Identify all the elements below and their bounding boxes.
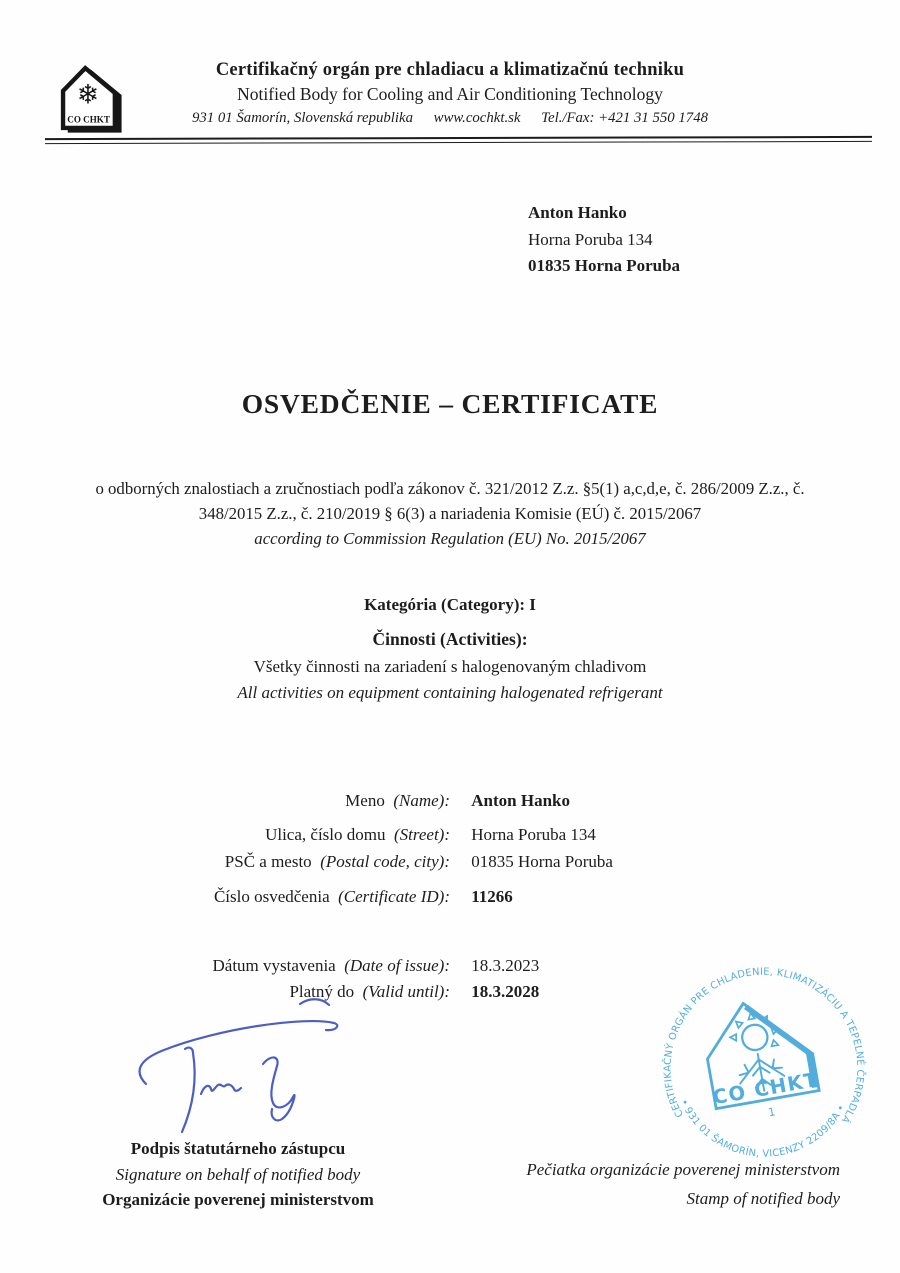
field-label: Ulica, číslo domu (Street): [265, 825, 450, 844]
org-name-sk: Certifikačný orgán pre chladiacu a klimatizačnú techniku [215, 60, 685, 80]
signature-stroke [201, 1085, 241, 1094]
stamp-emblem [698, 993, 824, 1129]
signature-stroke [140, 1021, 338, 1084]
stamp-ring-top-text: CERTIFIKAČNÝ ORGÁN PRE CHLADENIE, KLIMATIZÁCIU A TEPELNÉ ČERPADLÁ [662, 966, 866, 1125]
recipient-name: Anton Hanko [528, 203, 627, 222]
signature-caption-sk: Podpis štatutárneho zástupcu [130, 1139, 346, 1158]
field-label: Číslo osvedčenia (Certificate ID): [213, 887, 450, 906]
header-divider [45, 136, 872, 144]
field-value: 01835 Horna Poruba [471, 852, 613, 871]
notified-body-stamp [648, 952, 880, 1184]
field-value: 11266 [471, 887, 513, 906]
org-website: www.cochkt.sk [433, 110, 521, 126]
field-row-postal-city [0, 851, 900, 873]
signature-caption-en: Signature on behalf of notified body [115, 1164, 361, 1184]
signature-caption [56, 1136, 420, 1213]
handwritten-signature [122, 996, 400, 1138]
org-telfax: Tel./Fax: +421 31 550 1748 [541, 110, 708, 126]
signature-stroke [182, 1048, 195, 1132]
header [170, 60, 730, 127]
logo-text: CO CHKT [67, 114, 110, 125]
recipient-street: Horna Poruba 134 [528, 229, 653, 249]
snowflake-icon: ❄ [76, 79, 100, 111]
org-address: 931 01 Šamorín, Slovenská republika [192, 110, 413, 126]
org-name-en: Notified Body for Cooling and Air Conditioning Technology [237, 84, 663, 104]
recipient-city: 01835 Horna Poruba [528, 256, 681, 275]
subject-line-2: 348/2015 Z.z., č. 210/2019 § 6(3) a nariadenia Komisie (EÚ) č. 2015/2067 [198, 504, 702, 523]
field-row-certificate-id [0, 886, 900, 908]
signature-caption-sk2: Organizácie poverenej ministerstvom [102, 1190, 374, 1209]
field-label: Meno (Name): [345, 791, 450, 810]
stamp-ring-bottom-text: • 931 01 ŠAMORÍN, VICENZY 2209/8A • [677, 1097, 848, 1160]
field-label: Dátum vystavenia (Date of issue): [212, 956, 450, 975]
category-line [0, 595, 900, 615]
field-value: Horna Poruba 134 [471, 825, 596, 844]
co-chkt-logo [57, 63, 131, 135]
field-label: Platný do (Valid until): [289, 982, 450, 1001]
category-value: I [529, 595, 536, 614]
field-value: 18.3.2023 [471, 956, 540, 975]
sun-icon [740, 1023, 769, 1052]
category-label: Kategória (Category): [364, 595, 526, 614]
field-row-name [0, 790, 900, 812]
stamp-center-text: CO CHKT [711, 1067, 821, 1110]
signature-stroke [300, 999, 329, 1005]
field-value: Anton Hanko [471, 791, 570, 810]
field-row-street [0, 824, 900, 846]
stamp-caption-sk: Pečiatka organizácie poverenej ministerstvom [526, 1160, 840, 1179]
document-title: OSVEDČENIE – CERTIFICATE [241, 388, 659, 419]
stamp-center-number: 1 [767, 1105, 777, 1120]
subject-line-en: according to Commission Regulation (EU) No. 2015/2067 [254, 529, 646, 548]
recipient-address [528, 200, 680, 280]
activities-en: All activities on equipment containing halogenated refrigerant [237, 683, 663, 702]
activities-heading: Činnosti (Activities): [372, 629, 528, 649]
subject-paragraph [40, 476, 860, 551]
stamp-caption [410, 1155, 840, 1213]
header-contact-line [192, 110, 708, 127]
field-label: PSČ a mesto (Postal code, city): [224, 852, 450, 871]
signature-stroke [263, 1057, 295, 1120]
stamp-caption-en: Stamp of notified body [686, 1189, 840, 1208]
activities-sk: Všetky činnosti na zariadení s halogenovaným chladivom [253, 657, 647, 676]
field-value: 18.3.2028 [471, 982, 540, 1001]
subject-line-1: o odborných znalostiach a zručnostiach podľa zákonov č. 321/2012 Z.z. §5(1) a,c,d,e, č. 286/2009 Z.z., č. [95, 479, 805, 498]
